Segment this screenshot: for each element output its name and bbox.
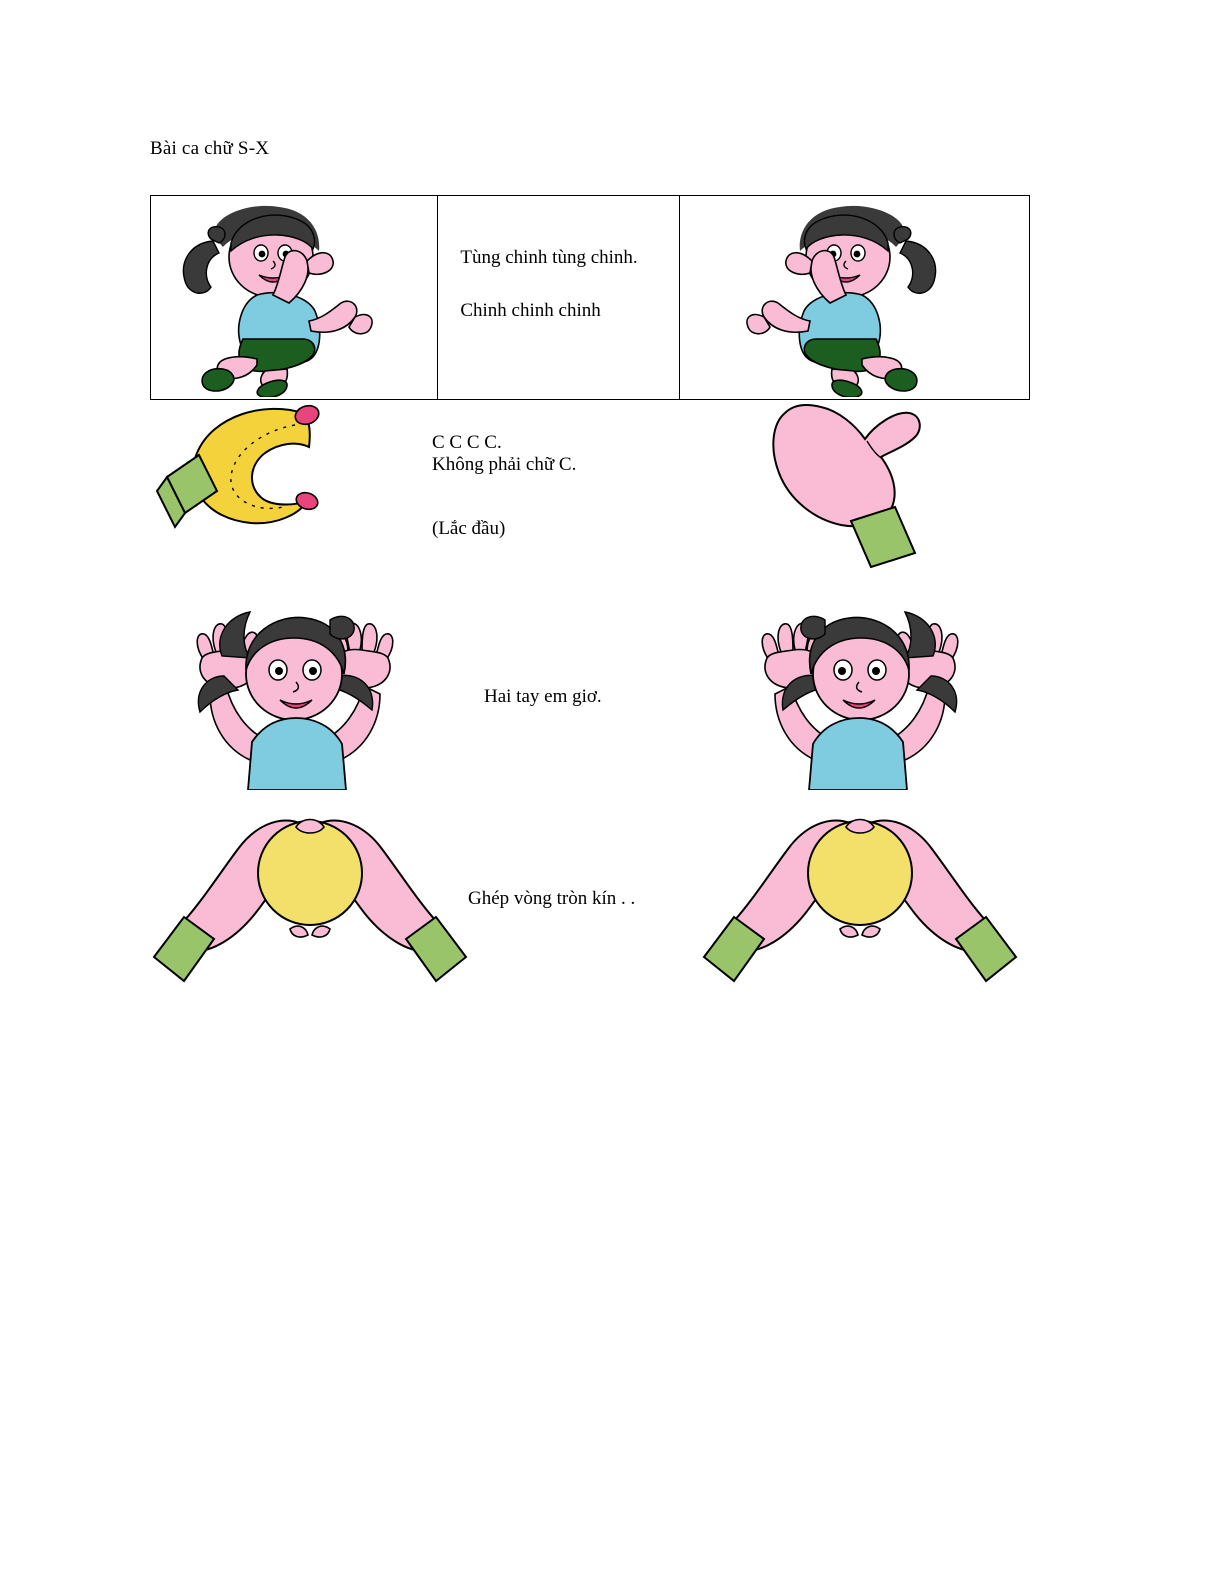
table-cell-image-right [680,196,1029,399]
caption-c-line1: C C C C. [432,432,502,453]
table-cell-lyrics [438,196,679,399]
table-cell-image-left [151,196,438,399]
song-table [150,195,1030,400]
hand-yellow-c-shape-image [155,395,335,565]
caption-ghep-vong-tron-kin: Ghép vòng tròn kín . . [468,888,636,909]
girl-arms-up-right-image [745,590,975,795]
girl-arms-up-left-image [180,590,410,795]
caption-lac-dau: (Lắc đầu) [432,518,506,539]
caption-hai-tay-em-gio: Hai tay em giơ. [484,686,602,707]
hand-pink-c-shape-image [755,395,945,575]
two-hands-circle-right-image [700,805,1020,1000]
caption-letter-c [432,432,576,477]
girl-jumping-right-image [688,199,958,402]
girl-jumping-left-image [161,199,431,402]
lyrics-block [460,248,637,320]
lyric-line-1: Tùng chinh tùng chinh. [460,247,638,268]
lyric-line-2: Chinh chinh chinh [460,300,601,321]
caption-c-line2: Không phải chữ C. [432,454,577,476]
two-hands-circle-left-image [150,805,470,1000]
page-title: Bài ca chữ S-X [150,138,270,159]
